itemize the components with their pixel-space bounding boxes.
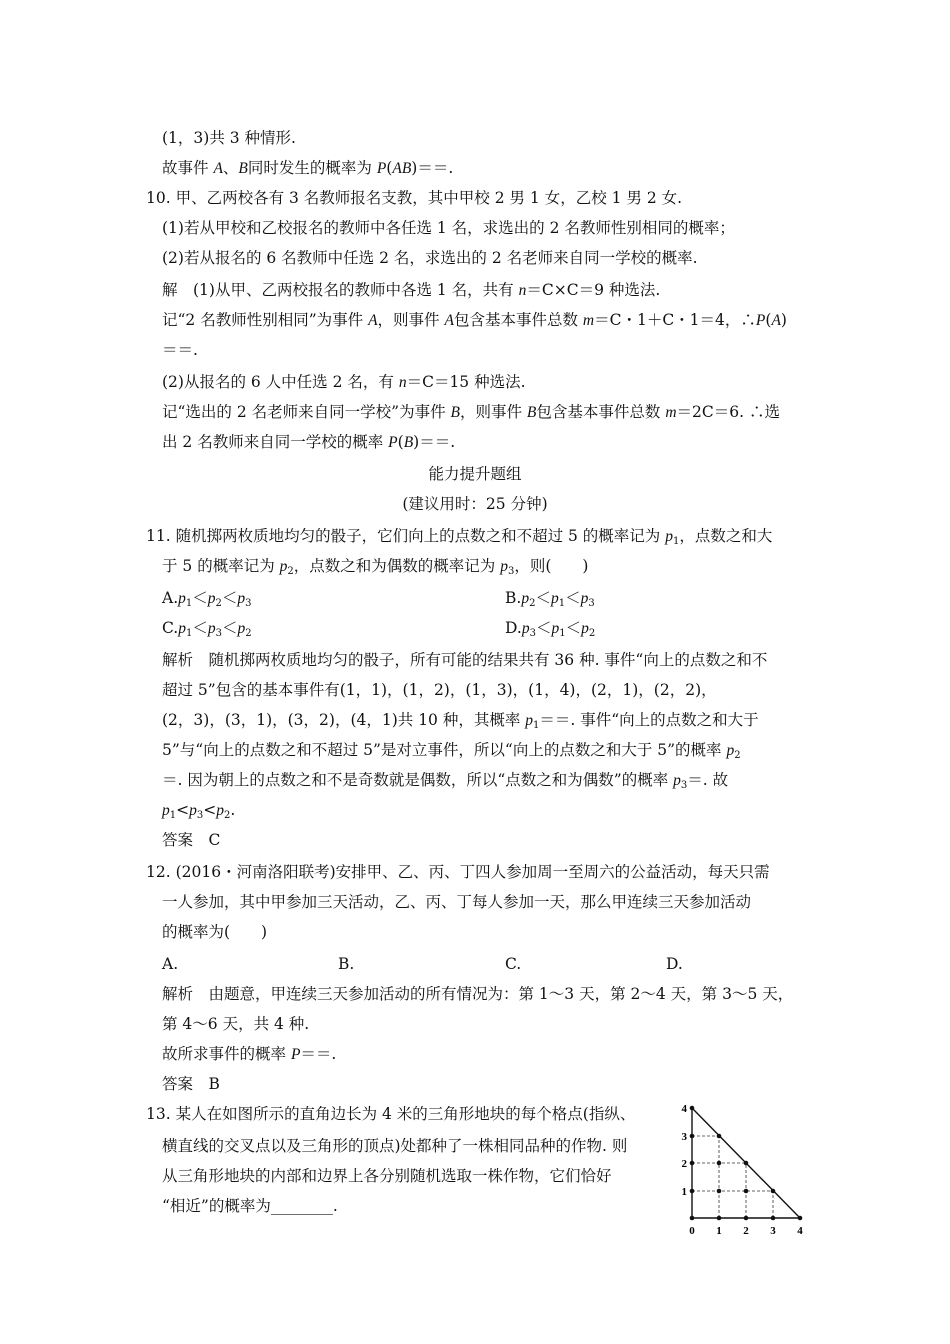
text: 故所求事件的概率 xyxy=(162,1045,291,1063)
solution-line xyxy=(162,280,660,301)
grid-point xyxy=(798,1216,803,1221)
x-tick-label: 3 xyxy=(770,1225,776,1237)
var: p xyxy=(580,590,589,607)
y-tick-label: 3 xyxy=(681,1131,687,1143)
question-11 xyxy=(162,556,588,579)
text: 10. 甲、乙两校各有 3 名教师报名支教，其中甲校 2 男 1 女，乙校 1 男 2 女. xyxy=(146,189,683,207)
y-tick-label: 4 xyxy=(681,1103,687,1115)
text: 故事件 xyxy=(162,159,214,177)
text: ＝. 故 xyxy=(687,771,729,789)
text: 超过 5”包含的基本事件有(1，1)，(1，2)，(1，3)，(1，4)，(2，1)，(2，2)， xyxy=(162,681,717,699)
var: p xyxy=(521,590,530,607)
var: B xyxy=(403,434,414,451)
text: A. xyxy=(162,589,179,607)
answer-12: 答案 B xyxy=(162,1075,220,1093)
grid-point xyxy=(744,1161,749,1166)
text: ，则事件 xyxy=(377,311,445,329)
analysis-line xyxy=(162,1044,336,1065)
grid-point xyxy=(771,1216,776,1221)
subscript: 2 xyxy=(215,598,222,609)
solution-line xyxy=(162,340,198,360)
text: C. xyxy=(162,619,179,637)
text: ＝C・1＋C・1＝4，∴ xyxy=(594,311,756,329)
text: )＝＝. xyxy=(411,159,454,177)
text: (2)若从报名的 6 名教师中任选 2 名，求选出的 2 名老师来自同一学校的概率. xyxy=(162,249,698,267)
subscript: 1 xyxy=(533,720,540,731)
var: AB xyxy=(392,160,412,177)
text: ＜ xyxy=(565,619,582,637)
text: ，则事件 xyxy=(459,403,527,421)
var: p xyxy=(237,620,246,637)
grid-point xyxy=(690,1134,695,1139)
answer-11: 答案 C xyxy=(162,831,221,849)
subscript: 2 xyxy=(224,810,231,821)
subscript: 3 xyxy=(245,598,252,609)
var: P xyxy=(376,160,387,177)
question-13: 从三角形地块的内部和边界上各分别随机选取一株作物，它们恰好 xyxy=(162,1167,612,1185)
x-tick-label: 2 xyxy=(743,1225,749,1237)
text: ＝2C＝6. ∴选 xyxy=(676,403,780,421)
subscript: 2 xyxy=(287,566,294,577)
solution-line xyxy=(162,432,455,453)
question-13: 横直线的交叉点以及三角形的顶点)处都种了一株相同品种的作物. 则 xyxy=(162,1137,628,1155)
subscript: 1 xyxy=(169,810,177,821)
text: ，点数之和大 xyxy=(679,527,773,545)
var: p xyxy=(673,772,681,789)
var: p xyxy=(525,712,534,729)
var: p xyxy=(665,528,673,545)
text: (1)若从甲校和乙校报名的教师中各任选 1 名，求选出的 2 名教师性别相同的概率； xyxy=(162,219,735,237)
subscript: 3 xyxy=(196,810,204,821)
section-title: 能力提升题组 xyxy=(428,465,522,483)
text: (1，3)共 3 种情形. xyxy=(162,129,296,147)
var: P xyxy=(290,1046,301,1063)
text: ，则( ) xyxy=(514,557,589,575)
grid-point xyxy=(717,1161,722,1166)
analysis-line xyxy=(162,740,741,763)
var: p xyxy=(178,620,186,637)
analysis-line xyxy=(162,680,717,700)
y-tick-label: 1 xyxy=(681,1186,687,1198)
grid-point xyxy=(744,1216,749,1221)
option-a xyxy=(162,588,252,611)
text-line xyxy=(162,158,453,179)
subscript: 2 xyxy=(245,628,252,639)
var: B xyxy=(238,160,248,177)
var: n xyxy=(398,374,407,391)
var: B xyxy=(526,404,537,421)
option-d: D. xyxy=(666,955,683,973)
text: 同时发生的概率为 xyxy=(247,159,377,177)
solution-line xyxy=(162,402,780,423)
var: p xyxy=(581,620,589,637)
option-a: A. xyxy=(162,955,179,973)
text: )＝＝. xyxy=(413,433,456,451)
analysis-line xyxy=(162,770,728,793)
text: B. xyxy=(505,589,522,607)
text: ＝＝. xyxy=(162,341,198,359)
subscript: 3 xyxy=(529,628,536,639)
text: 出 2 名教师来自同一学校的概率 xyxy=(162,433,389,451)
var: m xyxy=(582,312,595,329)
var: A xyxy=(368,312,378,329)
grid-point xyxy=(690,1216,695,1221)
var: p xyxy=(521,620,530,637)
analysis-line: p1<p3<p2. xyxy=(162,801,236,821)
triangle-grid-figure xyxy=(676,1100,811,1240)
text: 记“2 名教师性别相同”为事件 xyxy=(162,311,369,329)
text: < xyxy=(176,801,190,819)
var: p xyxy=(207,590,216,607)
text: 包含基本事件总数 xyxy=(453,311,583,329)
analysis-line: 解析 由题意，甲连续三天参加活动的所有情况为：第 1～3 天，第 2～4 天，第 3～5 天， xyxy=(162,985,794,1003)
subscript: 2 xyxy=(529,598,536,609)
option-c: C. xyxy=(505,955,522,973)
var: p xyxy=(551,620,560,637)
text: 记“选出的 2 名老师来自同一学校”为事件 xyxy=(162,403,451,421)
text: ，点数之和为偶数的概率记为 xyxy=(293,557,501,575)
text: 、 xyxy=(222,159,239,177)
text: ( xyxy=(765,311,772,329)
x-tick-label: 1 xyxy=(716,1225,722,1237)
var: P xyxy=(388,434,398,451)
subscript: 3 xyxy=(588,598,595,609)
question-13: “相近”的概率为________. xyxy=(162,1197,338,1215)
text: ＜ xyxy=(192,619,208,637)
solution-line xyxy=(162,310,787,331)
var: p xyxy=(726,742,735,759)
subscript: 1 xyxy=(185,628,193,639)
question-11 xyxy=(146,526,772,549)
question-12: 一人参加，其中甲参加三天活动，乙、丙、丁每人参加一天，那么甲连续三天参加活动 xyxy=(162,893,752,911)
grid-point xyxy=(717,1189,722,1194)
var: A xyxy=(444,312,454,329)
text: 包含基本事件总数 xyxy=(536,403,666,421)
grid-point xyxy=(717,1216,722,1221)
subscript: 1 xyxy=(558,598,566,609)
x-tick-labels xyxy=(689,1225,803,1237)
var: n xyxy=(518,282,527,299)
grid-point xyxy=(690,1189,695,1194)
text: 5”与“向上的点数之和不超过 5”是对立事件，所以“向上的点数之和大于 5”的概率 xyxy=(162,741,727,759)
solution-line xyxy=(162,372,526,393)
text: ＝C＝15 种选法. xyxy=(406,373,526,391)
y-tick-label: 2 xyxy=(681,1158,687,1170)
subscript: 3 xyxy=(215,628,222,639)
var: m xyxy=(665,404,677,421)
subscript: 3 xyxy=(680,780,688,791)
var: B xyxy=(450,404,460,421)
text: ＜ xyxy=(192,589,208,607)
text: < xyxy=(203,801,217,819)
question-13: 13. 某人在如图所示的直角边长为 4 米的三角形地块的每个格点(指纵、 xyxy=(146,1105,636,1123)
analysis-line: 第 4～6 天，共 4 种. xyxy=(162,1015,310,1033)
question-10 xyxy=(146,188,682,208)
analysis-line xyxy=(162,650,767,670)
subscript: 3 xyxy=(507,566,515,577)
question-12: 12. (2016・河南洛阳联考)安排甲、乙、丙、丁四人参加周一至周六的公益活动，每天只需 xyxy=(146,863,770,881)
var: p xyxy=(237,590,246,607)
text: ＝. 因为朝上的点数之和不是奇数就是偶数，所以“点数之和为偶数”的概率 xyxy=(162,771,674,789)
text: (2，3)，(3，1)，(3，2)，(4，1)共 10 种，其概率 xyxy=(162,711,526,729)
text: ＝＝. xyxy=(300,1045,337,1063)
var: A xyxy=(213,160,223,177)
text: ( xyxy=(397,433,404,451)
text: ＝C×C＝9 种选法. xyxy=(526,281,661,299)
var: p xyxy=(178,590,186,607)
x-tick-label: 0 xyxy=(689,1225,695,1237)
subscript: 1 xyxy=(185,598,193,609)
grid-point xyxy=(690,1106,695,1111)
var: p xyxy=(550,590,559,607)
question-10-part1 xyxy=(162,218,735,238)
text: ＜ xyxy=(565,589,581,607)
grid-point xyxy=(717,1134,722,1139)
text: 解析 随机掷两枚质地均匀的骰子，所有可能的结果共有 36 种. 事件“向上的点数之和不 xyxy=(162,651,768,669)
analysis-line xyxy=(162,710,759,733)
var: A xyxy=(771,312,781,329)
option-c xyxy=(162,618,252,641)
text: ＜ xyxy=(221,589,238,607)
question-12: 的概率为( ) xyxy=(162,923,268,941)
subscript: 1 xyxy=(672,536,680,547)
x-tick-label: 4 xyxy=(797,1225,803,1237)
text: ＜ xyxy=(535,619,552,637)
text: ) xyxy=(780,311,787,329)
text: 11. 随机掷两枚质地均匀的骰子，它们向上的点数之和不超过 5 的概率记为 xyxy=(146,527,666,545)
subscript: 2 xyxy=(588,628,596,639)
var: p xyxy=(162,802,170,819)
option-b xyxy=(505,588,595,611)
grid-point xyxy=(690,1161,695,1166)
section-time: (建议用时：25 分钟) xyxy=(402,495,548,513)
grid-point xyxy=(744,1189,749,1194)
var: P xyxy=(755,312,766,329)
var: p xyxy=(189,802,197,819)
question-10-part2 xyxy=(162,248,698,268)
grid-point xyxy=(771,1189,776,1194)
text: ( xyxy=(386,159,393,177)
text: 于 5 的概率记为 xyxy=(162,557,280,575)
text: ＜ xyxy=(222,619,238,637)
text: D. xyxy=(505,619,522,637)
y-tick-labels xyxy=(682,1103,688,1198)
text: 解 (1)从甲、乙两校报名的教师中各选 1 名，共有 xyxy=(162,281,519,299)
subscript: 1 xyxy=(559,628,566,639)
text-line xyxy=(162,128,296,148)
text: ＜ xyxy=(535,589,551,607)
subscript: 2 xyxy=(734,750,741,761)
var: p xyxy=(279,558,288,575)
option-d xyxy=(505,618,595,641)
text: (2)从报名的 6 人中任选 2 名，有 xyxy=(162,373,399,391)
var: p xyxy=(500,558,508,575)
var: p xyxy=(216,802,224,819)
option-b: B. xyxy=(338,955,355,973)
var: p xyxy=(207,620,216,637)
text: ＝＝. 事件“向上的点数之和大于 xyxy=(539,711,759,729)
